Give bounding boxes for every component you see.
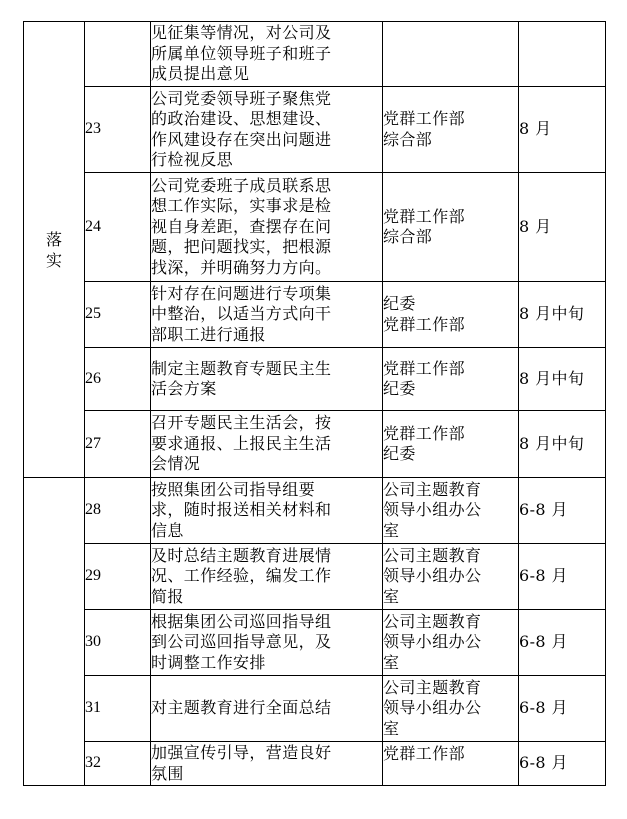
task-line: 想工作实际，实事求是检 xyxy=(151,196,332,216)
time-cell: 8 月 xyxy=(519,173,606,282)
dept-cell xyxy=(383,87,519,173)
dept-line: 室 xyxy=(383,718,400,738)
task-line: 信息 xyxy=(151,520,184,540)
task-line: 会情况 xyxy=(151,454,201,474)
task-line: 见征集等情况，对公司及 xyxy=(151,23,332,43)
time-cell: 8 月中旬 xyxy=(519,348,606,411)
time-cell: 8 月中旬 xyxy=(519,411,606,478)
dept-line: 公司主题教育 xyxy=(383,545,482,565)
task-line: 作风建设存在突出问题进 xyxy=(151,129,332,149)
time-cell: 6-8 月 xyxy=(519,478,606,544)
dept-line: 公司主题教育 xyxy=(383,479,482,499)
task-line: 时调整工作安排 xyxy=(151,652,266,672)
task-cell xyxy=(151,22,383,87)
task-line: 及时总结主题教育进展情 xyxy=(151,545,332,565)
time-cell: 6-8 月 xyxy=(519,742,606,786)
row-number: 29 xyxy=(85,544,151,610)
dept-cell xyxy=(383,544,519,610)
dept-line: 领导小组办公 xyxy=(383,698,482,718)
dept-line: 党群工作部 xyxy=(383,314,466,334)
dept-cell xyxy=(383,676,519,742)
table-row xyxy=(24,87,606,173)
task-line: 视自身差距，查摆存在问 xyxy=(151,216,332,236)
task-line: 题，把问题找实，把根源 xyxy=(151,237,332,257)
phase-cell-empty xyxy=(24,478,85,786)
row-number: 23 xyxy=(85,87,151,173)
dept-line: 室 xyxy=(383,586,400,606)
task-line: 求，随时报送相关材料和 xyxy=(151,500,332,520)
dept-line: 党群工作部 xyxy=(383,423,466,443)
table-row xyxy=(24,348,606,411)
row-number: 24 xyxy=(85,173,151,282)
dept-line: 领导小组办公 xyxy=(383,500,482,520)
task-line: 况、工作经验，编发工作 xyxy=(151,566,332,586)
table-row xyxy=(24,478,606,544)
task-line: 针对存在问题进行专项集 xyxy=(151,283,332,303)
task-line: 所属单位领导班子和班子 xyxy=(151,43,332,63)
table-row xyxy=(24,22,606,87)
dept-line: 纪委 xyxy=(383,379,416,398)
task-line: 氛围 xyxy=(151,763,184,783)
task-line: 中整治，以适当方式向干 xyxy=(151,304,332,324)
table-row xyxy=(24,544,606,610)
dept-line: 领导小组办公 xyxy=(383,566,482,586)
table-row xyxy=(24,173,606,282)
task-cell xyxy=(151,610,383,676)
task-line: 对主题教育进行全面总结 xyxy=(151,698,332,718)
task-line: 找深，并明确努力方向。 xyxy=(151,257,332,277)
task-cell xyxy=(151,544,383,610)
phase-cell xyxy=(24,22,85,478)
dept-line: 室 xyxy=(383,520,400,540)
time-cell: 8 月 xyxy=(519,87,606,173)
task-line: 加强宣传引导，营造良好 xyxy=(151,743,332,762)
task-line: 到公司巡回指导意见，及 xyxy=(151,632,332,652)
dept-line: 公司主题教育 xyxy=(383,677,482,697)
task-line: 成员提出意见 xyxy=(151,64,250,84)
dept-line: 纪委 xyxy=(383,294,416,313)
task-cell xyxy=(151,173,383,282)
table-row xyxy=(24,282,606,348)
dept-line: 党群工作部 xyxy=(383,109,466,128)
dept-line: 党群工作部 xyxy=(383,206,466,226)
task-line: 公司党委领导班子聚焦党 xyxy=(151,88,332,108)
table-row xyxy=(24,610,606,676)
task-cell xyxy=(151,348,383,411)
table-row xyxy=(24,411,606,478)
dept-line: 室 xyxy=(383,652,400,672)
time-cell: 8 月中旬 xyxy=(519,282,606,348)
table-row xyxy=(24,676,606,742)
task-cell xyxy=(151,478,383,544)
row-number: 32 xyxy=(85,742,151,786)
row-number: 28 xyxy=(85,478,151,544)
dept-cell xyxy=(383,282,519,348)
dept-line: 公司主题教育 xyxy=(383,611,482,631)
task-line: 召开专题民主生活会，按 xyxy=(151,413,332,433)
dept-line: 领导小组办公 xyxy=(383,632,482,652)
phase-label: 落实 xyxy=(45,229,62,270)
task-line: 简报 xyxy=(151,586,184,606)
task-cell xyxy=(151,87,383,173)
dept-line: 党群工作部 xyxy=(383,358,466,378)
task-line: 根据集团公司巡回指导组 xyxy=(151,611,332,631)
task-line: 要求通报、上报民主生活 xyxy=(151,433,332,453)
table-row xyxy=(24,742,606,786)
task-cell xyxy=(151,282,383,348)
row-number: 25 xyxy=(85,282,151,348)
row-number: 27 xyxy=(85,411,151,478)
task-line: 行检视反思 xyxy=(151,150,234,169)
dept-line: 综合部 xyxy=(383,227,433,246)
task-line: 活会方案 xyxy=(151,379,217,398)
task-line: 部职工进行通报 xyxy=(151,324,266,344)
task-cell xyxy=(151,742,383,786)
time-cell: 6-8 月 xyxy=(519,676,606,742)
dept-cell xyxy=(383,742,519,786)
time-cell: 6-8 月 xyxy=(519,544,606,610)
task-line: 公司党委班子成员联系思 xyxy=(151,175,332,195)
task-line: 按照集团公司指导组要 xyxy=(151,479,316,499)
dept-line: 综合部 xyxy=(383,129,433,149)
dept-line: 党群工作部 xyxy=(383,744,466,763)
table-body xyxy=(24,22,606,786)
dept-cell xyxy=(383,610,519,676)
time-cell xyxy=(519,22,606,87)
task-cell xyxy=(151,411,383,478)
row-number: 31 xyxy=(85,676,151,742)
row-number: 30 xyxy=(85,610,151,676)
dept-line: 纪委 xyxy=(383,444,416,463)
dept-cell xyxy=(383,22,519,87)
dept-cell xyxy=(383,173,519,282)
work-plan-table xyxy=(23,21,606,786)
dept-cell xyxy=(383,348,519,411)
dept-cell xyxy=(383,478,519,544)
row-number xyxy=(85,22,151,87)
task-line: 制定主题教育专题民主生 xyxy=(151,358,332,378)
task-line: 的政治建设、思想建设、 xyxy=(151,109,332,128)
dept-cell xyxy=(383,411,519,478)
time-cell: 6-8 月 xyxy=(519,610,606,676)
row-number: 26 xyxy=(85,348,151,411)
task-cell xyxy=(151,676,383,742)
